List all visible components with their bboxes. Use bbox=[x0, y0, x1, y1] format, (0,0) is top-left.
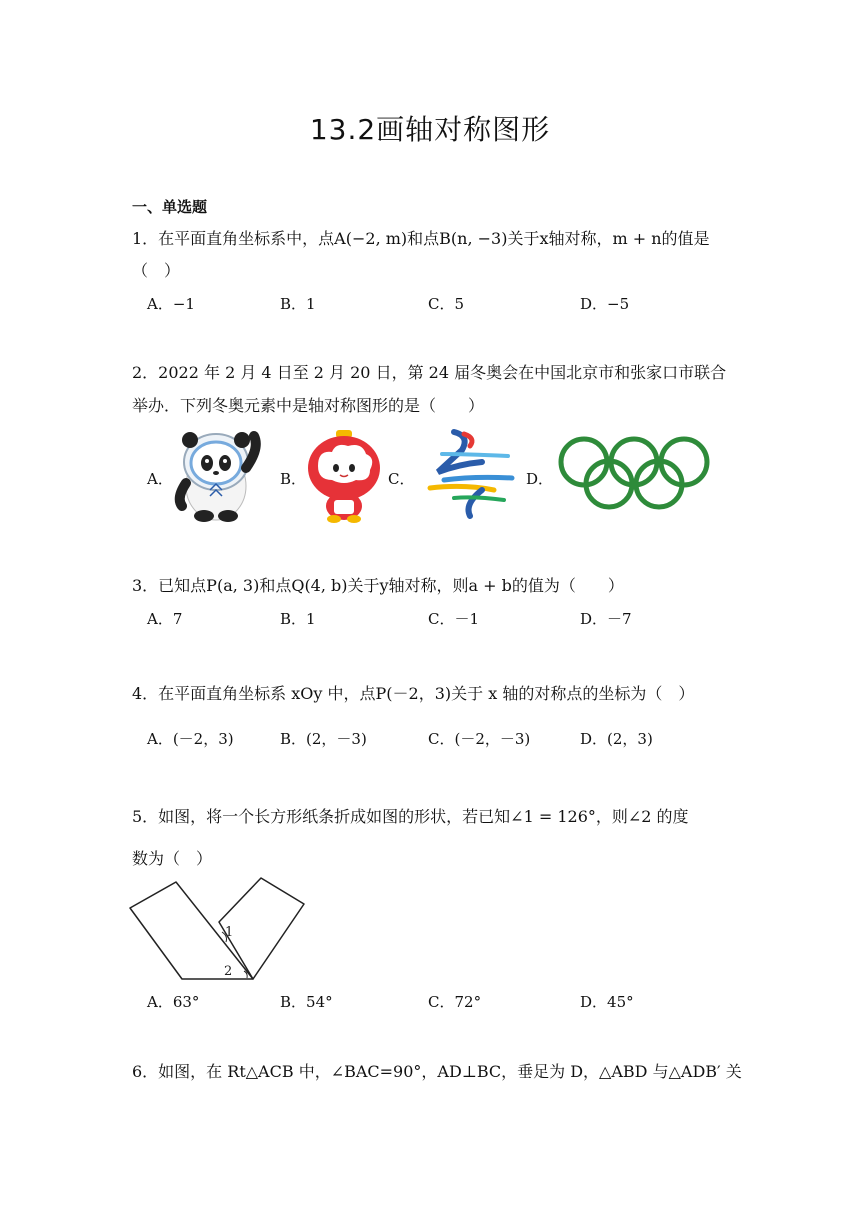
question-3-text: 3．已知点P(a, 3)和点Q(4, b)关于y轴对称，则a + b的值为（ ） bbox=[132, 576, 624, 595]
question-2-text: 2．2022 年 2 月 4 日至 2 月 20 日，第 24 届冬奥会在中国北京市和张家口市联合 bbox=[132, 363, 727, 382]
page-title: 13.2画轴对称图形 bbox=[309, 113, 551, 146]
q4-option-d: D．(2，3) bbox=[580, 730, 653, 748]
q5-option-b: B．54° bbox=[280, 993, 333, 1011]
q3-option-b: B．1 bbox=[280, 610, 316, 628]
q2-option-d: D． bbox=[526, 470, 554, 488]
q1-option-a: A．−1 bbox=[147, 295, 195, 313]
q1-option-b: B．1 bbox=[280, 295, 316, 313]
q5-option-a: A．63° bbox=[147, 993, 200, 1011]
question-4-text: 4．在平面直角坐标系 xOy 中，点P(－2，3)关于 x 轴的对称点的坐标为（ ） bbox=[132, 684, 695, 703]
q4-option-a: A．(－2，3) bbox=[147, 730, 234, 748]
q4-option-b: B．(2，－3) bbox=[280, 730, 367, 748]
q5-option-c: C．72° bbox=[428, 993, 482, 1011]
q1-option-d: D．−5 bbox=[580, 295, 630, 313]
question-1-text: 1．在平面直角坐标系中，点A(−2, m)和点B(n, −3)关于x轴对称，m + n的值是 bbox=[132, 229, 710, 248]
question-5-text-cont: 数为（ ） bbox=[132, 849, 213, 868]
panda-mascot-image bbox=[172, 428, 264, 522]
q3-option-c: C．－1 bbox=[428, 610, 480, 628]
question-6-text: 6．如图，在 Rt△ACB 中，∠BAC=90°，AD⊥BC，垂足为 D，△ABD 与△ADB′ 关 bbox=[132, 1062, 742, 1081]
question-2-text-cont: 举办．下列冬奥元素中是轴对称图形的是（ ） bbox=[132, 396, 485, 415]
angle-1-label: 1 bbox=[225, 925, 234, 940]
winter-olympics-emblem-image bbox=[424, 428, 520, 520]
q4-option-c: C．(－2，－3) bbox=[428, 730, 531, 748]
section-heading: 一、单选题 bbox=[132, 198, 208, 216]
q2-option-b: B． bbox=[280, 470, 307, 488]
lantern-mascot-image bbox=[304, 428, 384, 524]
q5-option-d: D．45° bbox=[580, 993, 634, 1011]
q2-option-c: C． bbox=[388, 470, 415, 488]
question-1-text-cont: （ ） bbox=[132, 261, 181, 280]
q3-option-a: A．7 bbox=[147, 610, 183, 628]
q2-option-a: A． bbox=[147, 470, 173, 488]
olympic-rings-image bbox=[556, 436, 712, 512]
folded-strip-figure bbox=[128, 872, 308, 984]
question-5-text: 5．如图，将一个长方形纸条折成如图的形状，若已知∠1 = 126°，则∠2 的度 bbox=[132, 807, 689, 826]
q1-option-c: C．5 bbox=[428, 295, 465, 313]
angle-2-label: 2 bbox=[224, 964, 233, 979]
q3-option-d: D．－7 bbox=[580, 610, 632, 628]
